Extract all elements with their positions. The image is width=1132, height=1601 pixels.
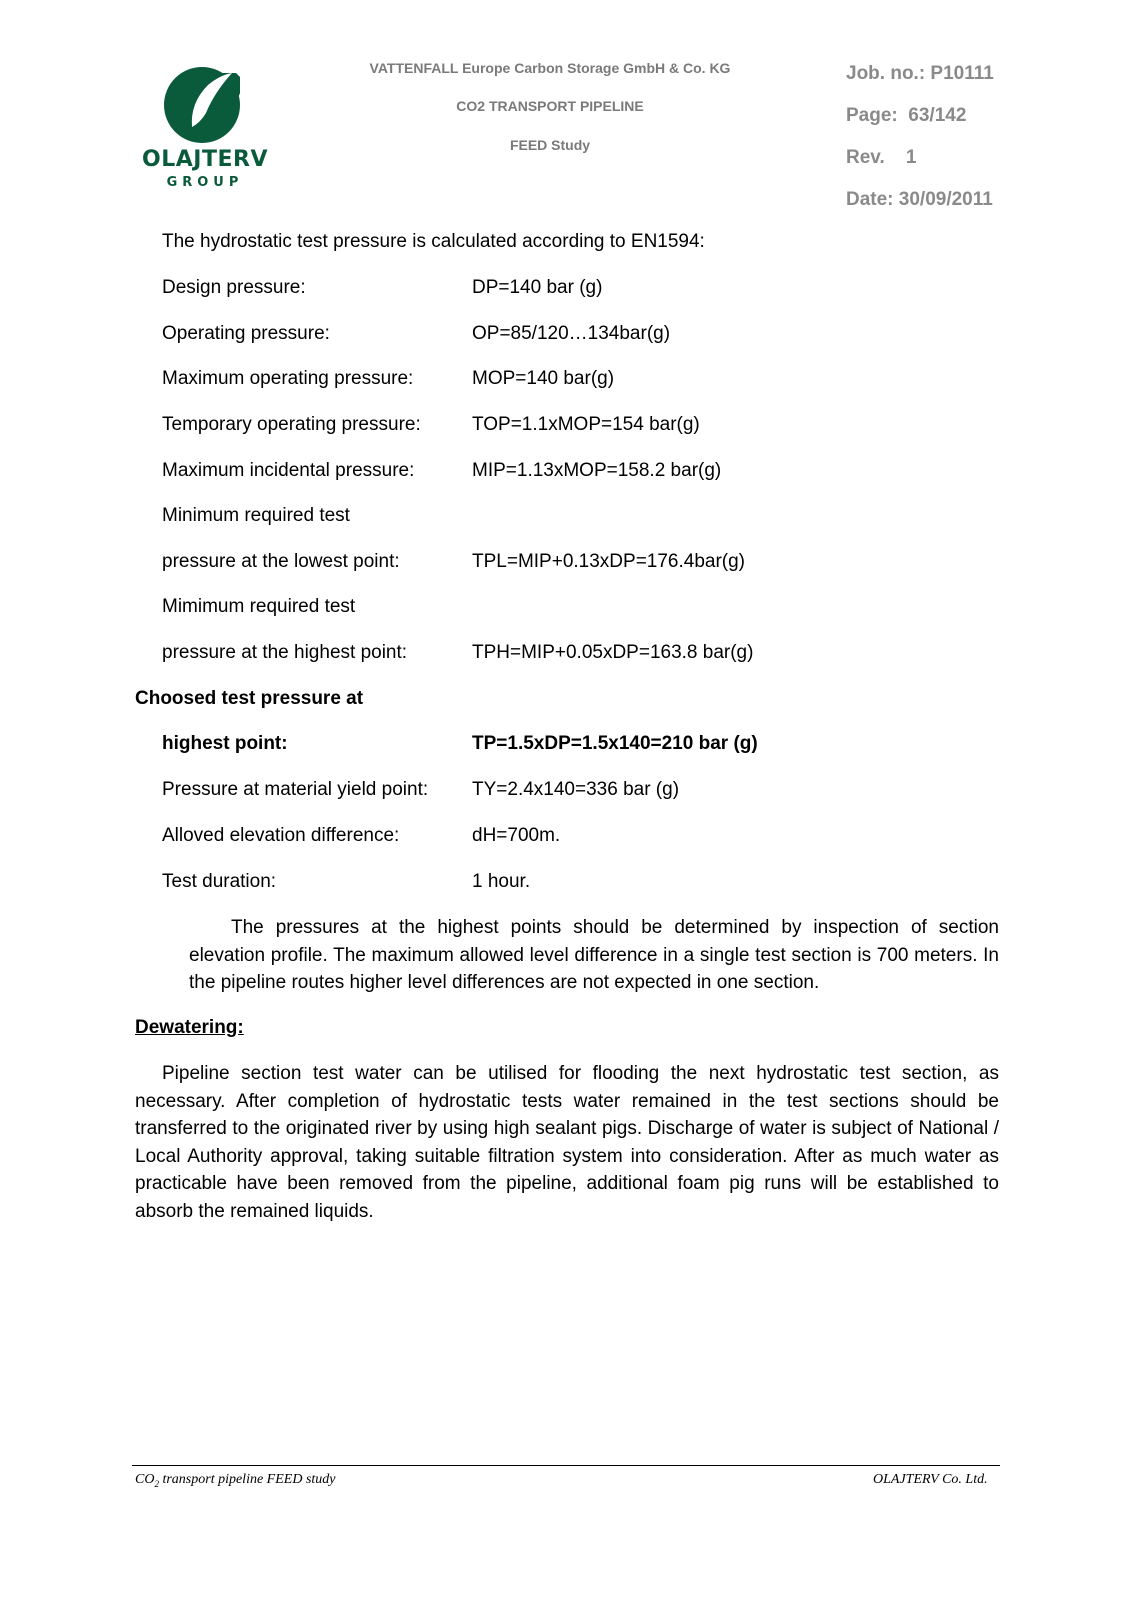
param-label: Pressure at material yield point: [162,779,429,800]
intro-text: The hydrostatic test pressure is calculated according to EN1594: [162,231,705,252]
param-label: Maximum operating pressure: [162,368,414,389]
logo-wordmark: OLAJTERV [142,147,268,172]
footer-left-subscript: 2 [154,1478,159,1489]
param-label: Maximum incidental pressure: [162,460,415,481]
footer-left-prefix: CO [135,1472,155,1487]
header-date: Date: 30/09/2011 [846,189,993,210]
param-value: TPL=MIP+0.13xDP=176.4bar(g) [472,551,746,572]
chosen-label-line2: highest point: [162,733,288,754]
dewatering-paragraph: Pipeline section test water can be utilised for flooding the next hydrostatic test section, as necessary. After completion of hydrostatic tests water remained in the test sections should be transferred to the originated river by using high sealant pigs. Discharge of water is subject of National / Local Authority approval, taking suitable filtration system into consideration. After as much water as practicable have been removed from the pipeline, additional foam pig runs will be established to absorb the remained liquids. [135,1063,999,1222]
param-label: pressure at the lowest point: [162,551,400,572]
param-label: pressure at the highest point: [162,642,408,663]
header-revision: Rev. 1 [846,147,917,168]
logo-group-text: GROUP [166,175,244,190]
param-label: Minimum required test [162,505,350,526]
header-company: VATTENFALL Europe Carbon Storage GmbH & Co. KG [369,60,731,76]
footer-left-suffix: transport pipeline FEED study [158,1472,336,1487]
header-page-number: Page: 63/142 [846,105,967,126]
param-value: OP=85/120…134bar(g) [472,323,671,344]
leaf-logo-icon [162,63,242,143]
chosen-label-line1: Choosed test pressure at [135,688,364,709]
param-value: MIP=1.13xMOP=158.2 bar(g) [472,460,722,481]
param-value: dH=700m. [472,825,561,846]
chosen-value: TP=1.5xDP=1.5x140=210 bar (g) [472,733,758,754]
dewatering-heading: Dewatering: [135,1017,244,1038]
company-logo [140,63,270,198]
param-label: Alloved elevation difference: [162,825,400,846]
footer-right: OLAJTERV Co. Ltd. [873,1472,988,1487]
param-value: DP=140 bar (g) [472,277,603,298]
param-label: Test duration: [162,871,277,892]
footer-divider [132,1465,1000,1466]
footer-left [135,1472,336,1489]
header-project: CO2 TRANSPORT PIPELINE [456,98,644,114]
param-value: 1 hour. [472,871,531,892]
pressure-note-paragraph: The pressures at the highest points should be determined by inspection of section elevation profile. The maximum allowed level difference in a single test section is 700 meters. In the pipeline routes higher level differences are not expected in one section. [189,917,999,993]
param-label: Temporary operating pressure: [162,414,421,435]
param-label: Mimimum required test [162,596,356,617]
param-label: Operating pressure: [162,323,330,344]
param-value: TOP=1.1xMOP=154 bar(g) [472,414,700,435]
param-label: Design pressure: [162,277,306,298]
param-value: TPH=MIP+0.05xDP=163.8 bar(g) [472,642,754,663]
header-job-number: Job. no.: P10111 [846,63,994,84]
param-value: TY=2.4x140=336 bar (g) [472,779,680,800]
header-study: FEED Study [509,137,591,153]
param-value: MOP=140 bar(g) [472,368,615,389]
